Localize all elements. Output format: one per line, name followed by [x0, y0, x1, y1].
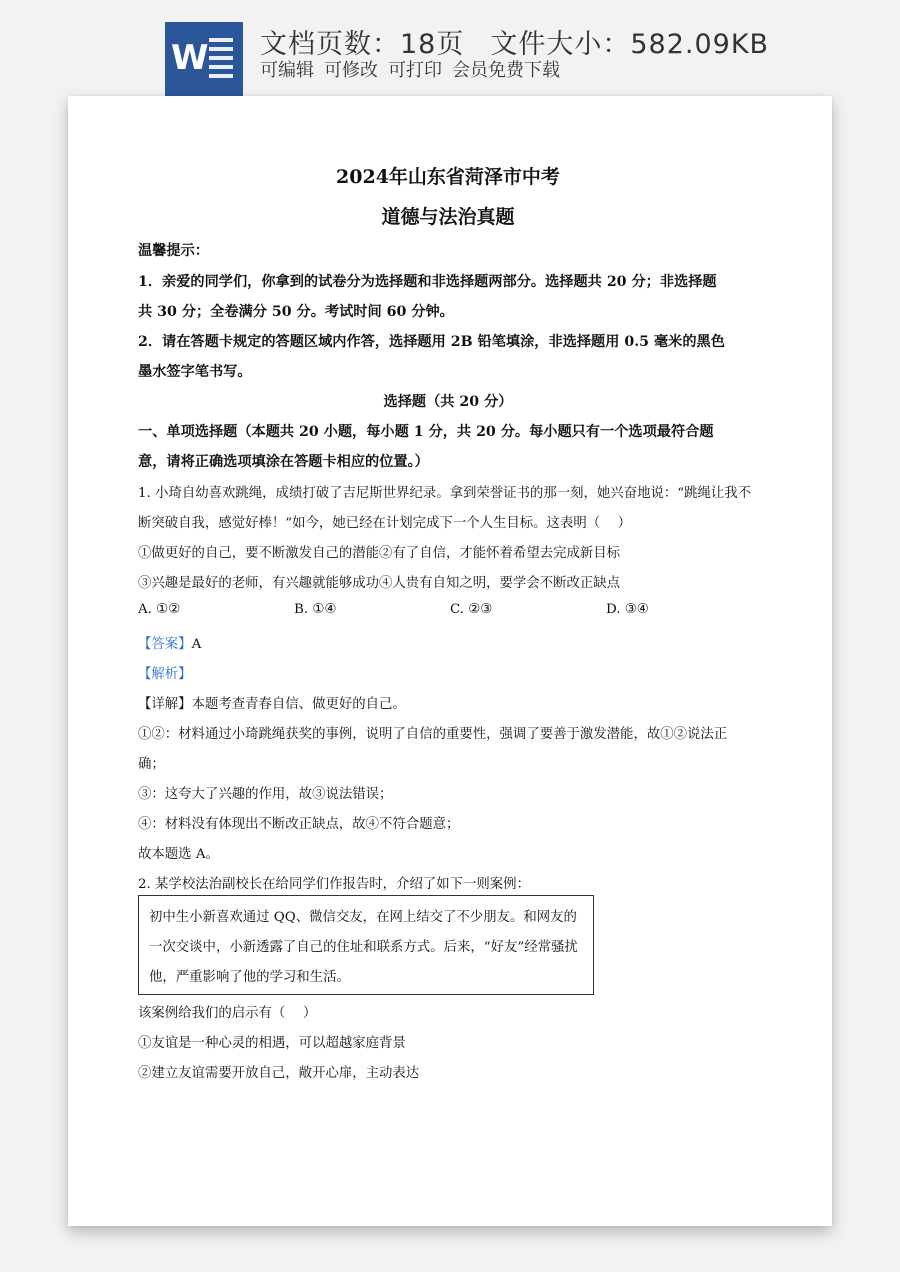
tip2-line2: 墨水签字笔书写。	[138, 364, 252, 380]
q1-statement1: ①做更好的自己，要不断激发自己的潜能②有了自信，才能怀着希望去完成新目标	[138, 546, 621, 561]
feature-list	[260, 56, 570, 82]
detail-line	[138, 693, 406, 712]
analysis-label: 【解析】	[138, 667, 192, 682]
word-icon: W	[165, 22, 243, 96]
analysis-conclusion: 故本题选 A。	[138, 847, 219, 862]
feature-modifiable: 可修改	[324, 60, 378, 81]
case-box	[138, 895, 594, 995]
section-heading: 选择题（共 20 分）	[383, 394, 513, 410]
answer-line	[138, 633, 201, 652]
case-line1: 初中生小新喜欢通过 QQ、微信交友，在网上结交了不少朋友。和网友的	[149, 910, 577, 925]
exam-title: 2024年山东省菏泽市中考	[336, 166, 560, 188]
q2-stem-line2: 该案例给我们的启示有（ ）	[138, 1006, 317, 1021]
q1-statement2: ③兴趣是最好的老师，有兴趣就能够成功④人贵有自知之明，要学会不断改正缺点	[138, 576, 621, 591]
tip2-line1: 2．请在答题卡规定的答题区域内作答，选择题用 2B 铅笔填涂，非选择题用 0.5 毫米的黑色	[138, 334, 725, 350]
exam-subtitle: 道德与法治真题	[381, 206, 515, 228]
q1-stem-line2: 断突破自我，感觉好棒！”如今，她已经在计划完成下一个人生目标。这表明（ ）	[138, 516, 632, 531]
detail-text: 本题考查青春自信、做更好的自己。	[191, 697, 406, 712]
answer-value: A	[191, 637, 202, 652]
document-page	[68, 96, 832, 1226]
tip1-line2: 共 30 分；全卷满分 50 分。考试时间 60 分钟。	[138, 304, 454, 320]
detail-label: 【详解】	[138, 697, 192, 712]
page-count: 文档页数：18页	[260, 29, 465, 60]
q1-option-c: C. ②③	[450, 602, 493, 617]
analysis-item2: ③：这夸大了兴趣的作用，故③说法错误；	[138, 787, 393, 802]
part1-instruction-line1: 一、单项选择题（本题共 20 小题，每小题 1 分，共 20 分。每小题只有一个选项最符合题	[138, 424, 714, 440]
tip1-line1: 1．亲爱的同学们，你拿到的试卷分为选择题和非选择题两部分。选择题共 20 分；非选择题	[138, 274, 717, 290]
q2-stem-line1: 2. 某学校法治副校长在给同学们作报告时，介绍了如下一则案例：	[138, 877, 530, 892]
analysis-item3: ④：材料没有体现出不断改正缺点，故④不符合题意；	[138, 817, 460, 832]
q1-option-d: D. ③④	[606, 602, 649, 617]
feature-editable: 可编辑	[260, 60, 314, 81]
q1-option-b: B. ①④	[294, 602, 337, 617]
file-size: 文件大小：582.09KB	[490, 29, 770, 60]
feature-printable: 可打印	[388, 60, 442, 81]
analysis-item1-line1: ①②：材料通过小琦跳绳获奖的事例，说明了自信的重要性，强调了要善于激发潜能，故①②说法正	[138, 727, 728, 742]
q2-statement2: ②建立友谊需要开放自己，敞开心扉，主动表达	[138, 1066, 420, 1081]
analysis-item1-line2: 确；	[138, 757, 165, 772]
tips-label: 温馨提示：	[138, 243, 209, 259]
answer-label: 【答案】	[138, 637, 192, 652]
feature-member-download: 会员免费下载	[452, 60, 560, 81]
case-line3: 他，严重影响了他的学习和生活。	[149, 970, 350, 985]
part1-instruction-line2: 意，请将正确选项填涂在答题卡相应的位置。）	[138, 454, 429, 470]
q2-statement1: ①友谊是一种心灵的相遇，可以超越家庭背景	[138, 1036, 406, 1051]
q1-option-a: A. ①②	[138, 602, 181, 617]
case-line2: 一次交谈中，小新透露了自己的住址和联系方式。后来，“好友”经常骚扰	[149, 940, 578, 955]
download-banner	[0, 0, 900, 96]
q1-stem-line1: 1. 小琦自幼喜欢跳绳，成绩打破了吉尼斯世界纪录。拿到荣誉证书的那一刻，她兴奋地说：“跳绳让我不	[138, 486, 752, 501]
